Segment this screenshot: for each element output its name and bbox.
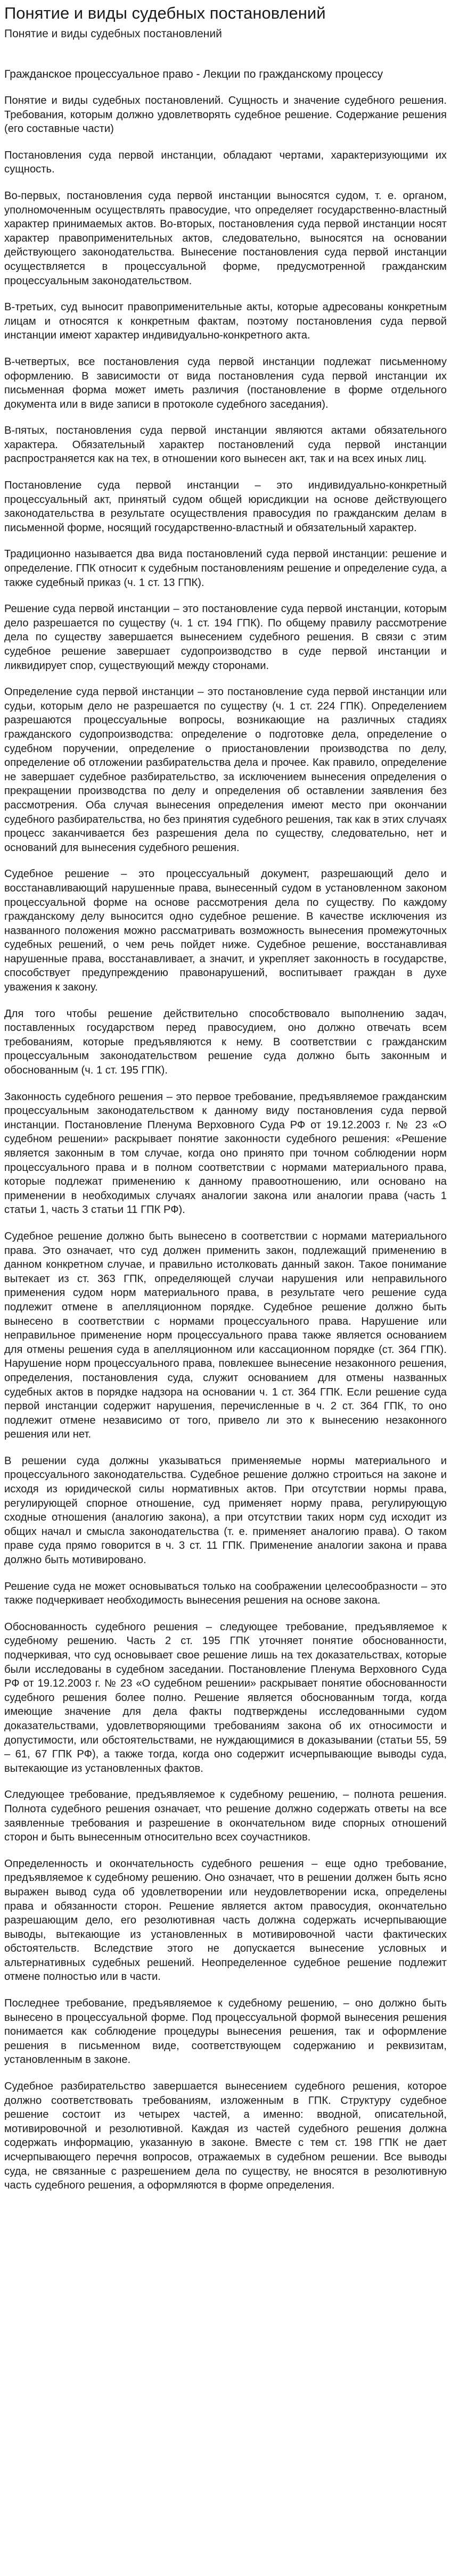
- page-subtitle: Понятие и виды судебных постановлений: [4, 28, 222, 40]
- breadcrumb: Гражданское процессуальное право - Лекции по гражданскому процессу: [4, 68, 383, 80]
- paragraph: Судебное решение – это процессуальный документ, разрешающий дело и восстанавливающий нарушенные права, вынесенный судом в установленном законом процессуальной форме на основе рассмотрения дела по существу. По каждому гражданскому делу выносится одно судебное решение. В качестве исключения из названного положения можно рассматривать возможность вынесения промежуточных судебных решений, о чем речь пойдет ниже. Судебное решение, восстанавливая нарушенные права, восстанавливает, а значит, и укрепляет законность в государстве, способствует предупреждению правонарушений, воспитывает граждан в духе уважения к закону.: [4, 868, 447, 994]
- paragraph: В решении суда должны указываться применяемые нормы материального и процессуального законодательства. Судебное решение должно строиться на законе и исходя из юридической силы нормативных актов. При отсутствии нормы права, регулирующей спорное отношение, суд применяет норму права, регулирующую сходные отношения (аналогию закона), а при отсутствии таких норм суд исходит из общих начал и смысла законодательства (т. е. применяет аналогию права). О таком праве суда прямо говорится в ч. 3 ст. 11 ГПК. Применение аналогии закона и права должно быть мотивировано.: [4, 1455, 447, 1566]
- paragraph: Традиционно называется два вида постановлений суда первой инстанции: решение и определение. ГПК относит к судебным постановлениям решение и определение суда, а также судебный приказ (ч. 1 ст. 13 ГПК).: [4, 548, 447, 589]
- paragraph: Судебное решение должно быть вынесено в соответствии с нормами материального права. Это означает, что суд должен применить закон, подлежащий применению в данном конкретном случае, и правильно истолковать данный закон. Такое понимание вытекает из ст. 363 ГПК, определяющей случаи нарушения или неправильного применения судом норм материального права, в результате чего решение суда подлежит отмене в апелляционном порядке. Судебное решение должно быть вынесено в соответствии с нормами процессуального права. Нарушение или неправильное применение норм процессуального права также является основанием для отмены решения суда в апелляционном или кассационном порядке (ст. 364 ГПК). Нарушение норм процессуального права, повлекшее вынесение незаконного решения, определения, постановления суда, служит основанием для отмены названных судебных актов в порядке надзора на основании ч. 1 ст. 364 ГПК. Если решение суда первой инстанции содержит нарушения, перечисленные в ч. 2 ст. 364 ГПК, то оно подлежит отмене независимо от того, привело ли это к вынесению незаконного решения или нет.: [4, 1230, 447, 1441]
- paragraph: В-пятых, постановления суда первой инстанции являются актами обязательного характера. Обязательный характер постановлений суда первой инстанции распространяется как на тех, в отношении кого вынесен акт, так и на всех иных лиц.: [4, 425, 447, 465]
- paragraph: В-третьих, суд выносит правоприменительные акты, которые адресованы конкретным лицам и относятся к конкретным фактам, поэтому постановления суда первой инстанции имеют характер индивидуально-конкретного акта.: [4, 301, 447, 342]
- paragraph: Для того чтобы решение действительно способствовало выполнению задач, поставленных государством перед правосудием, оно должно отвечать всем требованиям, которые предъявляются к нему. В соответствии с гражданским процессуальным законодательством решение суда должно быть законным и обоснованным (ч. 1 ст. 195 ГПК).: [4, 1008, 447, 1077]
- paragraph: Постановление суда первой инстанции – это индивидуально-конкретный процессуальный акт, принятый судом общей юрисдикции на основе действующего законодательства в результате осуществления правосудия по гражданским делам в письменной форме, носящий государственно-властный и обязательный характер.: [4, 480, 447, 534]
- article-body: [4, 94, 447, 2193]
- paragraph: Обоснованность судебного решения – следующее требование, предъявляемое к судебному решению. Часть 2 ст. 195 ГПК уточняет понятие обоснованности, подчеркивая, что суд основывает свое решение лишь на тех доказательствах, которые были исследованы в судебном заседании. Постановление Пленума Верховного Суда РФ от 19.12.2003 г. № 23 «О судебном решении» раскрывает понятие обоснованности судебного решения более полно. Решение является обоснованным тогда, когда имеющие значение для дела факты подтверждены исследованными судом доказательствами, удовлетворяющими требованиям закона об их относимости и допустимости, или обстоятельствами, не нуждающимися в доказывании (статьи 55, 59 – 61, 67 ГПК РФ), а также тогда, когда оно содержит исчерпывающие выводы суда, вытекающие из установленных фактов.: [4, 1621, 447, 1774]
- paragraph: Решение суда первой инстанции – это постановление суда первой инстанции, которым дело разрешается по существу (ч. 1 ст. 194 ГПК). По общему правилу рассмотрение дела по существу завершается вынесением судебного решения. В связи с этим судебное решение завершает судопроизводство в суде первой инстанции и ликвидирует спор, существующий между сторонами.: [4, 603, 447, 672]
- paragraph: Судебное разбирательство завершается вынесением судебного решения, которое должно соответствовать требованиям, изложенным в ГПК. Структуру судебное решение состоит из четырех частей, а именно: вводной, описательной, мотивировочной и резолютивной. Каждая из частей судебного решения должна содержать информацию, указанную в законе. Вместе с тем ст. 198 ГПК не дает исчерпывающего перечня вопросов, отражаемых в судебном решении. Все выводы суда, не связанные с разрешением дела по существу, не вносятся в резолютивную часть судебного решения, а оформляются в форме определения.: [4, 2080, 447, 2192]
- paragraph: Определенность и окончательность судебного решения – еще одно требование, предъявляемое к судебному решению. Оно означает, что в решении должен быть ясно выражен вывод суда об удовлетворении или неудовлетворении иска, определены права и обязанности сторон. Решение является актом правосудия, окончательно разрешающим дело, его резолютивная часть должна содержать исчерпывающие выводы, вытекающие из установленных в мотивировочной части фактических обстоятельств. Вследствие этого не допускается вынесение условных и альтернативных судебных решений. Неопределенное судебное решение подлежит отмене полностью или в части.: [4, 1857, 447, 1983]
- paragraph: Решение суда не может основываться только на соображении целесообразности – это также подчеркивает необходимость вынесения решения на основе закона.: [4, 1580, 447, 1607]
- paragraph: Определение суда первой инстанции – это постановление суда первой инстанции или судьи, которым дело не разрешается по существу (ч. 1 ст. 224 ГПК). Определением разрешаются процессуальные вопросы, возникающие на различных стадиях гражданского судопроизводства: определение о подготовке дела, определение о судебном поручении, определение о приостановлении производства по делу, определение об отложении разбирательства дела и прочее. Как правило, определение не завершает судебное разбирательство, за исключением вынесения определения о прекращении производства по делу и определения об оставлении заявления без рассмотрения. Оба случая вынесения определения имеют место при окончании судебного разбирательства, но без принятия судебного решения, так как в этих случаях процесс заканчивается без разрешения дела по существу, следовательно, нет и оснований для вынесения судебного решения.: [4, 686, 447, 854]
- paragraph: Постановления суда первой инстанции, обладают чертами, характеризующими их сущность.: [4, 149, 447, 176]
- paragraph: Следующее требование, предъявляемое к судебному решению, – полнота решения. Полнота судебного решения означает, что решение должно содержать ответы на все заявленные требования и разрешение в окончательном виде спорных отношений сторон и быть вынесенным относительно всех соучастников.: [4, 1789, 447, 1844]
- paragraph: Во-первых, постановления суда первой инстанции выносятся судом, т. е. органом, уполномоченным осуществлять правосудие, что определяет государственно-властный характер принимаемых актов. Во-вторых, постановления суда первой инстанции носят характер правоприменительных актов, следовательно, выносятся на основании действующего законодательства. Вынесение постановления суда первой инстанции осуществляется в процессуальной форме, предусмотренной гражданским процессуальным законодательством.: [4, 189, 447, 287]
- paragraph: Последнее требование, предъявляемое к судебному решению, – оно должно быть вынесено в процессуальной форме. Под процессуальной формой вынесения решения понимается как соблюдение процедуры вынесения решения, так и оформление решения в письменном виде, соответствующем содержанию и реквизитам, установленным в законе.: [4, 1997, 447, 2066]
- paragraph: Законность судебного решения – это первое требование, предъявляемое гражданским процессуальным законодательством к данному виду постановления суда первой инстанции. Постановление Пленума Верховного Суда РФ от 19.12.2003 г. № 23 «О судебном решении» раскрывает понятие законности судебного решения: «Решение является законным в том случае, когда оно принято при точном соблюдении норм процессуального права и в полном соответствии с нормами материального права, которые подлежат применению к данному правоотношению, или основано на применении в необходимых случаях аналогии закона или аналогии права (часть 1 статьи 1, часть 3 статьи 11 ГПК РФ).: [4, 1091, 447, 1216]
- page-title: Понятие и виды судебных постановлений: [4, 4, 326, 22]
- paragraph: Понятие и виды судебных постановлений. Сущность и значение судебного решения. Требования, которым должно удовлетворять судебное решение. Содержание решения (его составные части): [4, 95, 447, 135]
- paragraph: В-четвертых, все постановления суда первой инстанции подлежат письменному оформлению. В зависимости от вида постановления суда первой инстанции их письменная форма может иметь различия (постановление в форме отдельного документа или в виде записи в протоколе судебного заседания).: [4, 356, 447, 410]
